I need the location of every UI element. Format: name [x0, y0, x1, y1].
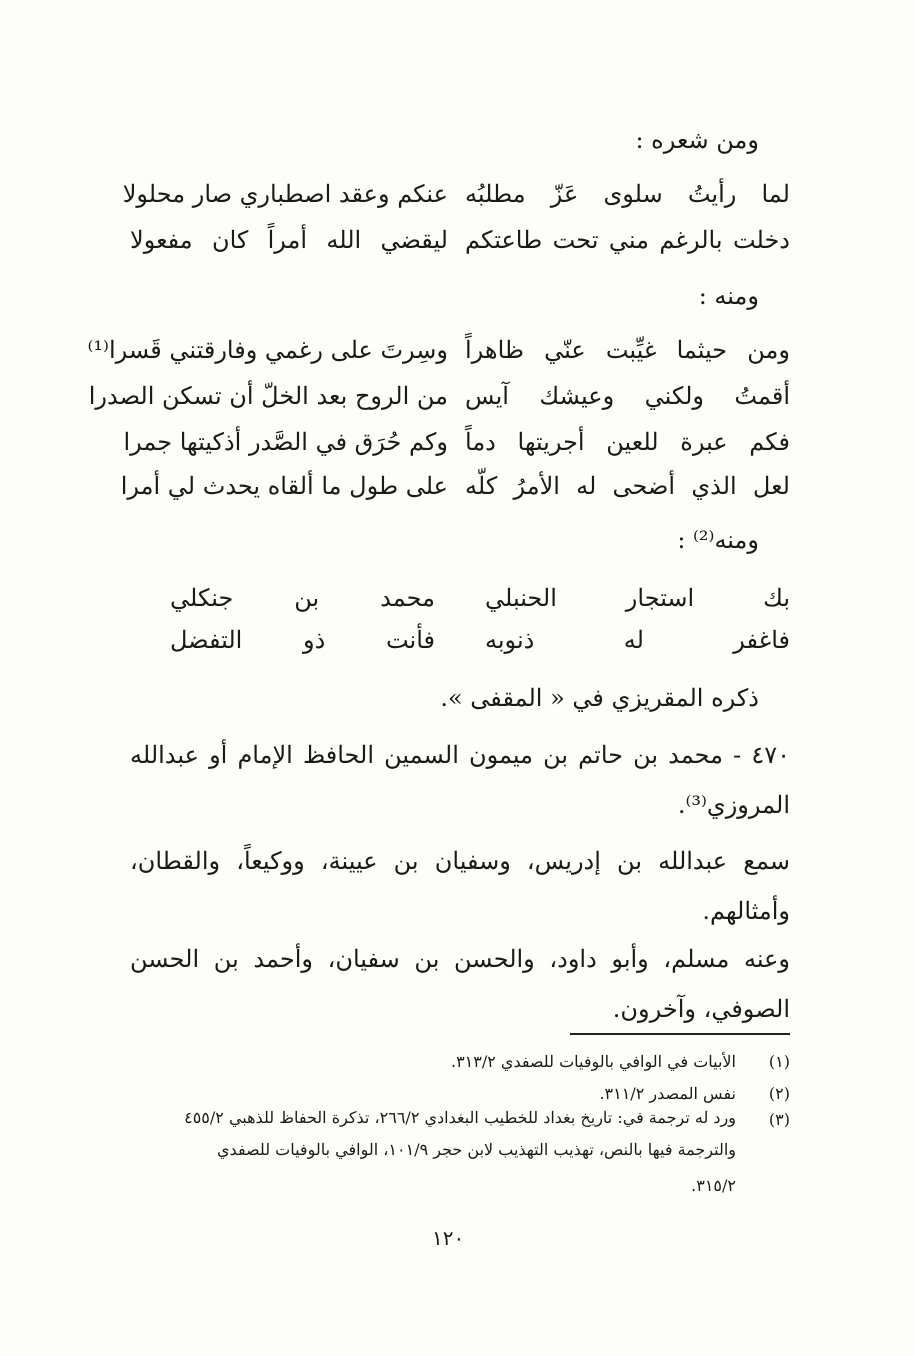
hemistich-first: دخلت بالرغم مني تحت طاعتكم — [465, 226, 790, 254]
poem1-verse-1 — [122, 180, 790, 220]
narrators-paragraph: وعنه مسلم، وأبو داود، والحسن بن سفيان، وأحمد بن الحسن الصوفي، وآخرون. — [130, 945, 790, 1023]
intro-and-from-him: ومنه : — [698, 282, 759, 310]
hemistich-first: لعل الذي أضحى له الأمرُ كلّه — [465, 472, 790, 500]
footnote-2-text: نفس المصدر ٣١١/٢. — [599, 1084, 736, 1103]
footnote-separator — [570, 1033, 790, 1035]
intro-his-poetry: ومن شعره : — [635, 126, 759, 154]
footnote-3-number: (٣) — [768, 1110, 790, 1129]
hemistich-second: وسِرتَ على رغمي وفارقتني قَسرا⁽¹⁾ — [87, 336, 448, 364]
poem2-verse-3 — [123, 428, 790, 468]
hemistich-second: على طول ما ألقاه يحدث لي أمرا — [120, 472, 448, 500]
hemistich-first: لما رأيتُ سلوى عَزّ مطلبُه — [465, 180, 790, 208]
source-mention: ذكره المقريزي في « المقفى ». — [440, 684, 759, 712]
footnote-2-number: (٢) — [768, 1084, 790, 1103]
hemistich-first: فاغفر له ذنوبه — [485, 626, 790, 654]
poem2-verse-1 — [87, 336, 790, 376]
hemistich-second: فأنت ذو التفضل — [170, 626, 435, 654]
hemistich-first: ومن حيثما غيِّبت عنّي ظاهراً — [465, 336, 790, 364]
hemistich-second: محمد بن جنكلي — [170, 584, 435, 612]
poem1-verse-2 — [130, 226, 790, 266]
intro-and-from-him-2: ومنه⁽²⁾ : — [677, 526, 759, 554]
poem3-verse-1 — [130, 584, 790, 624]
footnote-3-line-1: ورد له ترجمة في: تاريخ بغداد للخطيب البغدادي ٢٦٦/٢، تذكرة الحفاظ للذهبي ٤٥٥/٢ — [184, 1108, 736, 1127]
poem2-verse-4 — [120, 472, 790, 512]
hemistich-first: فكم عبرة للعين أجريتها دماً — [465, 428, 790, 456]
hemistich-first: بك استجار الحنبلي — [485, 584, 790, 612]
page-number: ١٢٠ — [432, 1226, 465, 1250]
hemistich-first: أقمتُ ولكني وعيشك آيس — [465, 382, 790, 410]
footnote-3-line-3: ٣١٥/٢. — [691, 1176, 736, 1195]
poem2-verse-2 — [88, 382, 790, 422]
entry-470-heading: ٤٧٠ - محمد بن حاتم بن ميمون السمين الحافظ الإمام أو عبدالله المروزي⁽³⁾. — [130, 741, 791, 819]
heard-from-paragraph: سمع عبدالله بن إدريس، وسفيان بن عيينة، ووكيعاً، والقطان، وأمثالهم. — [130, 847, 790, 925]
hemistich-second: وكم حُرَق في الصَّدر أذكيتها جمرا — [123, 428, 448, 456]
footnote-1-text: الأبيات في الوافي بالوفيات للصفدي ٣١٣/٢. — [450, 1052, 736, 1071]
hemistich-second: ليقضي الله أمراً كان مفعولا — [130, 226, 448, 254]
hemistich-second: عنكم وعقد اصطباري صار محلولا — [122, 180, 448, 208]
poem3-verse-2 — [130, 626, 790, 666]
hemistich-second: من الروح بعد الخلّ أن تسكن الصدرا — [88, 382, 448, 410]
footnote-1-number: (١) — [768, 1052, 790, 1071]
footnote-3-line-2: والترجمة فيها بالنص، تهذيب التهذيب لابن حجر ١٠١/٩، الوافي بالوفيات للصفدي — [217, 1140, 736, 1159]
